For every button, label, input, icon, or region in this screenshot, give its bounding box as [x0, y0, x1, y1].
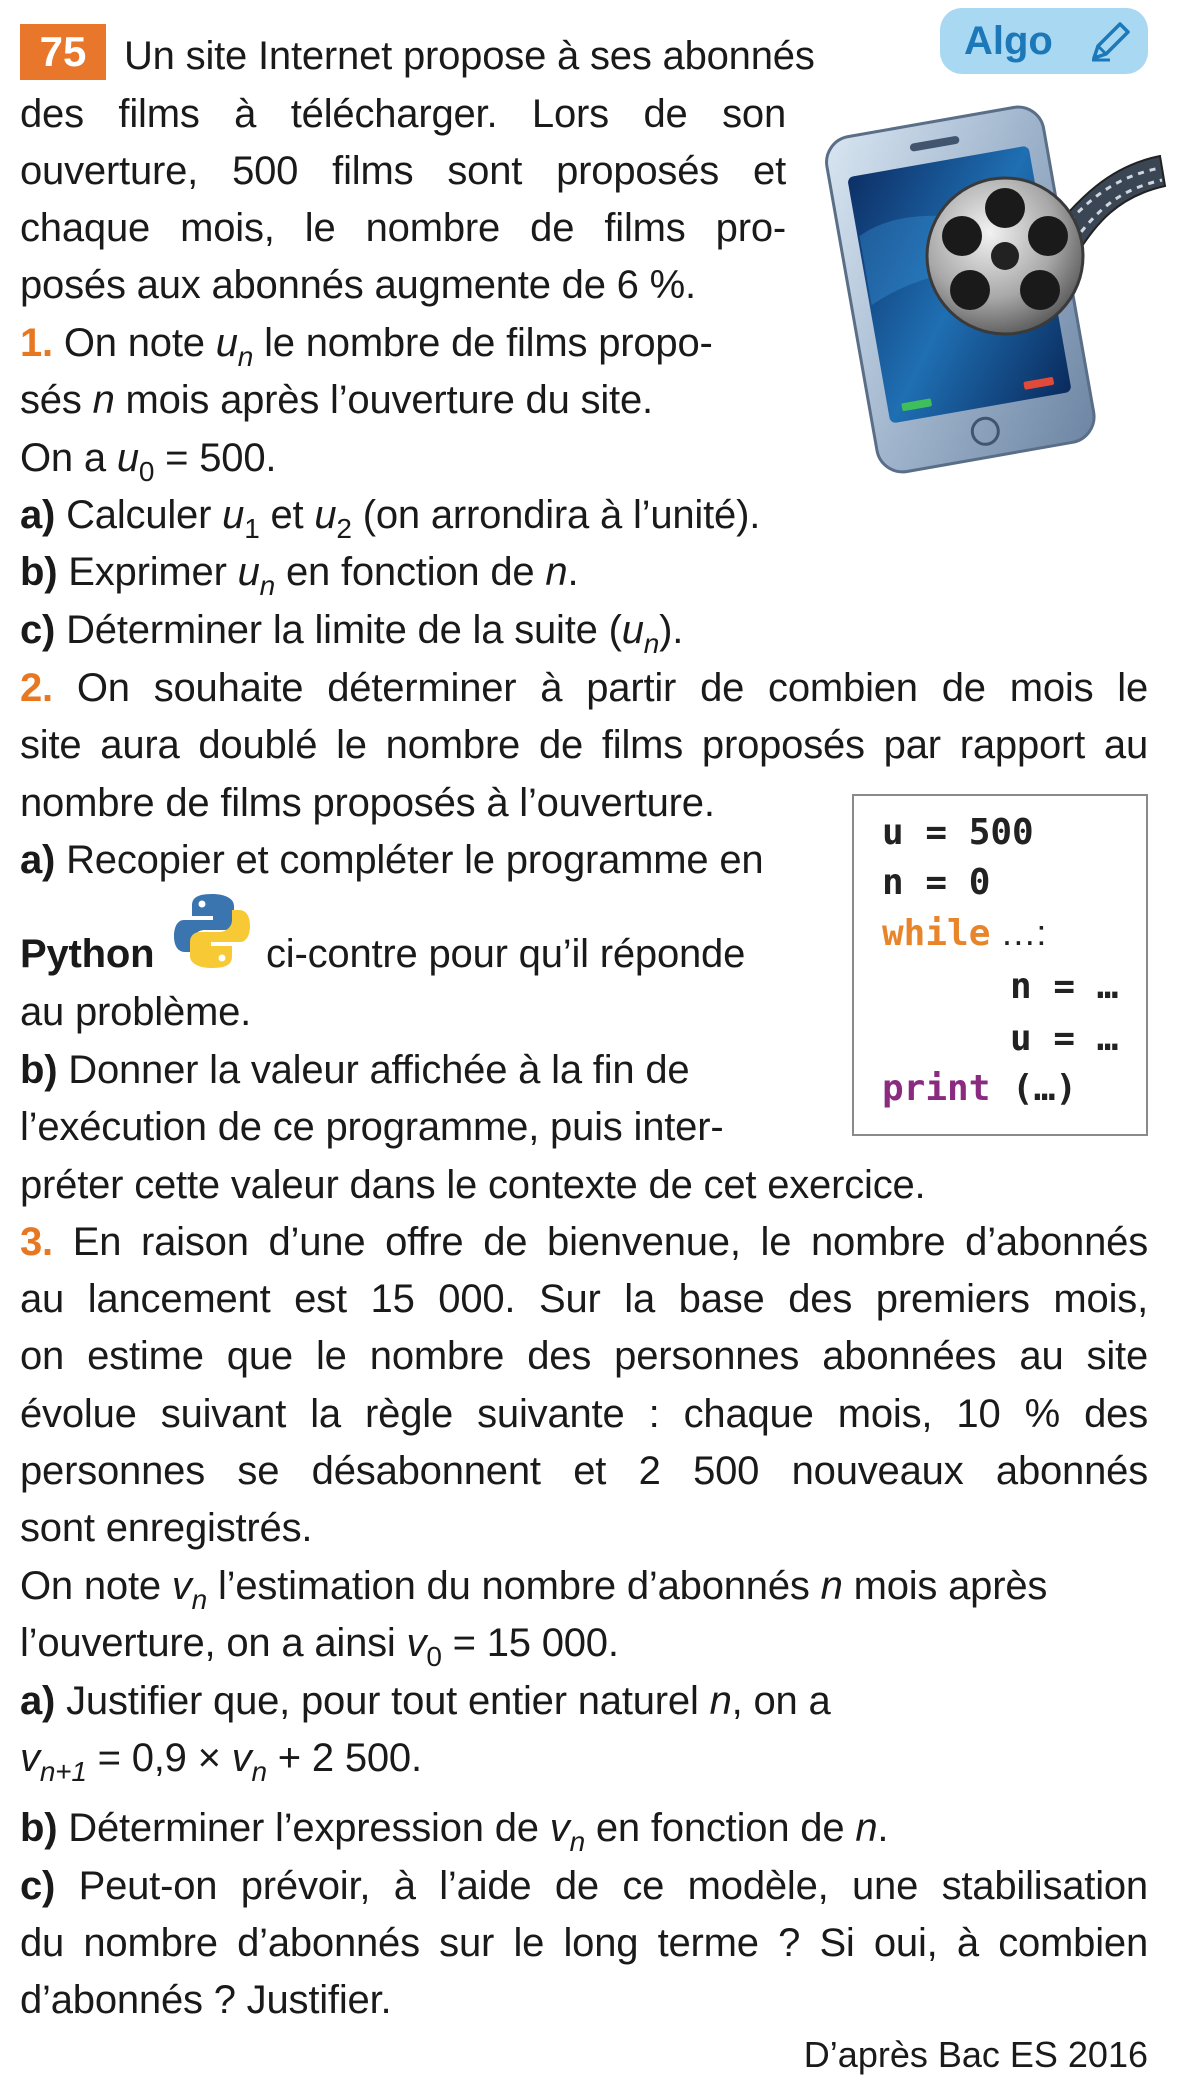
intro-line-1: Un site Internet propose à ses abonnés — [124, 34, 815, 78]
q2b-line-2: l’exécution de ce programme, puis inter- — [20, 1105, 724, 1149]
q3-line-5: personnes se désabonnent et 2 500 nouveaux abonnés — [20, 1449, 1148, 1493]
q2a-line-1: a) Recopier et compléter le programme en — [20, 838, 764, 882]
q1c: c) Déterminer la limite de la suite $(u_n)$. — [20, 608, 684, 659]
q2b-line-3: préter cette valeur dans le contexte de cet exercice. — [20, 1163, 926, 1207]
q3c-line-2: du nombre d’abonnés sur le long terme ? Si oui, à combien — [20, 1921, 1148, 1965]
q2-line-3: nombre de films proposés à l’ouverture. — [20, 781, 715, 825]
code-line-3: while …: — [882, 912, 1047, 954]
q3-line-2: au lancement est 15 000. Sur la base des premiers mois, — [20, 1277, 1148, 1321]
source-citation: D’après Bac ES 2016 — [803, 2034, 1148, 2075]
python-code-box — [852, 794, 1148, 1136]
code-line-1: u = 500 — [882, 812, 1034, 853]
intro-line-4: chaque mois, le nombre de films pro- — [20, 206, 786, 250]
q2a-line-3: au problème. — [20, 990, 252, 1034]
algo-badge — [940, 8, 1148, 74]
q3a-line-1: a) Justifier que, pour tout entier naturel n, on a — [20, 1679, 831, 1723]
code-line-5: u = … — [1010, 1018, 1119, 1059]
q3a-formula: $v_{n+1} = 0,9 \times v_n + 2$ 500. — [20, 1736, 422, 1787]
intro-line-2: des films à télécharger. Lors de son — [20, 92, 786, 136]
q1a: a) Calculer $u_1$ et $u_2$ (on arrondira à l’unité). — [20, 493, 761, 544]
q3c-line-1: c) Peut-on prévoir, à l’aide de ce modèle, une stabilisation — [20, 1864, 1148, 1908]
exercise-number-badge: 75 — [20, 24, 106, 80]
q3-line-3: on estime que le nombre des personnes abonnées au site — [20, 1334, 1148, 1378]
intro-line-5: posés aux abonnés augmente de 6 %. — [20, 263, 696, 307]
phone-film-reel-illustration — [810, 96, 1170, 476]
code-line-6: print (…) — [882, 1068, 1078, 1109]
q1-line-2: sés n mois après l’ouverture du site. — [20, 378, 653, 422]
q1-line-3: On a $u_0 = 500$. — [20, 436, 277, 487]
code-line-4: n = … — [1010, 966, 1119, 1007]
algo-badge-label: Algo — [964, 19, 1053, 63]
intro-line-3: ouverture, 500 films sont proposés et — [20, 149, 786, 193]
python-label: Python — [20, 932, 155, 976]
code-line-2: n = 0 — [882, 862, 991, 903]
python-logo-icon — [172, 890, 252, 972]
pencil-icon — [1088, 20, 1132, 64]
print-keyword: print — [882, 1068, 991, 1109]
q2a-line-2 — [20, 926, 154, 982]
q3-line-1: 3. En raison d’une offre de bienvenue, le nombre d’abonnés — [20, 1220, 1148, 1264]
q1b: b) Exprimer $u_n$ en fonction de n. — [20, 550, 579, 601]
q3b: b) Déterminer l’expression de $v_n$ en fonction de n. — [20, 1806, 889, 1857]
q3-line-4: évolue suivant la règle suivante : chaque mois, 10 % des — [20, 1392, 1148, 1436]
q2b-line-1: b) Donner la valeur affichée à la fin de — [20, 1048, 690, 1092]
q2-line-1: 2. On souhaite déterminer à partir de combien de mois le — [20, 666, 1148, 710]
q3c-line-3: d’abonnés ? Justifier. — [20, 1978, 392, 2022]
while-keyword: while — [882, 913, 991, 954]
q3-line-6: sont enregistrés. — [20, 1506, 313, 1550]
q3-number: 3. — [20, 1220, 53, 1264]
q1-number: 1. — [20, 321, 53, 365]
q2-line-2: site aura doublé le nombre de films proposés par rapport au — [20, 723, 1148, 767]
q2-number: 2. — [20, 666, 53, 710]
q1-line-1: 1. On note $u_n$ le nombre de films propo- — [20, 321, 713, 372]
q2a-line-2-rest: ci-contre pour qu’il réponde — [266, 932, 746, 976]
q3-note-line-2: l’ouverture, on a ainsi $v_0 = 15$ 000. — [20, 1621, 619, 1672]
q3-note-line-1: On note $v_n$ l’estimation du nombre d’abonnés n mois après — [20, 1564, 1048, 1615]
